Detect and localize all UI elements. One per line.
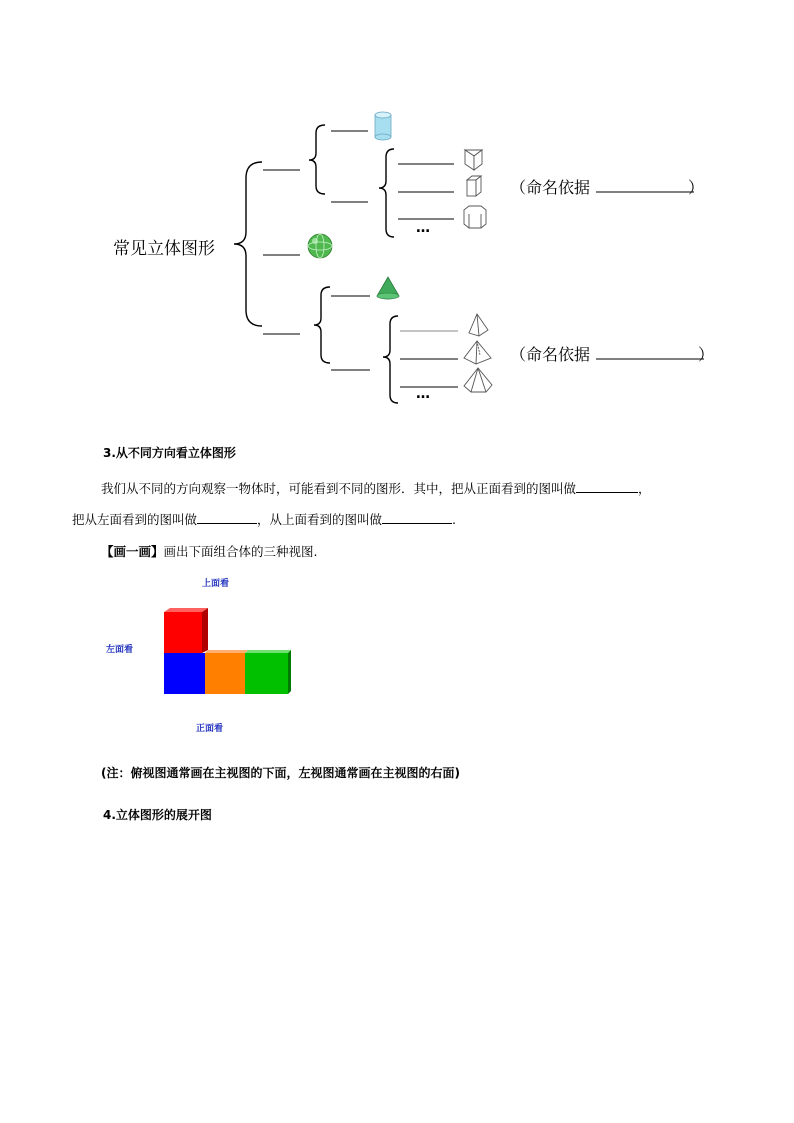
- diagram-root-label: 常见立体图形: [113, 239, 215, 259]
- answer-blank-front[interactable]: [576, 480, 638, 493]
- naming-basis-label: （命名依据: [510, 178, 591, 197]
- naming-basis-prism: [510, 175, 704, 198]
- hexagonal-prism-icon: [464, 206, 486, 228]
- square-pyramid-icon: [464, 341, 491, 364]
- cylinder-icon: [375, 112, 391, 140]
- cube-green: [245, 650, 291, 694]
- naming-basis-pyramid: [510, 342, 714, 365]
- cube-red: [164, 608, 208, 653]
- triangular-pyramid-icon: [469, 314, 488, 336]
- view-label-front: 正面看: [196, 724, 224, 734]
- lower-brace: [314, 287, 330, 363]
- pentagonal-pyramid-icon: [464, 368, 492, 392]
- section4-heading: 4.立体图形的展开图: [103, 808, 212, 822]
- cube-orange: [205, 653, 245, 694]
- view-label-left: 左面看: [106, 645, 134, 655]
- section3-heading: 3.从不同方向看立体图形: [103, 446, 236, 460]
- activity-line: [101, 542, 318, 560]
- prism-brace: [379, 149, 394, 237]
- cone-icon: [377, 277, 399, 299]
- view-label-top: 上面看: [202, 579, 230, 589]
- answer-blank-top[interactable]: [382, 511, 452, 524]
- main-brace: [234, 162, 262, 326]
- upper-brace: [309, 125, 325, 194]
- section3-paragraph-line1: 我们从不同的方向观察一物体时，可能看到不同的图形．其中，把从正面看到的图叫做 ，: [101, 481, 651, 496]
- sphere-icon: [308, 234, 332, 258]
- naming-basis-close: ）: [698, 345, 715, 364]
- naming-basis-close: ）: [688, 178, 705, 197]
- pyramid-ellipsis: …: [416, 386, 430, 402]
- answer-blank-left[interactable]: [197, 511, 257, 524]
- cube-blue: [164, 653, 205, 694]
- composite-solid-figure: [160, 604, 300, 698]
- activity-bracket: 【画一画】: [101, 544, 164, 559]
- view-placement-note: (注：俯视图通常画在主视图的下面，左视图通常画在主视图的右面): [101, 766, 460, 780]
- activity-text: 画出下面组合体的三种视图.: [163, 544, 318, 559]
- naming-basis-label: （命名依据: [510, 345, 591, 364]
- pyramid-brace: [383, 316, 398, 403]
- prism-ellipsis: …: [416, 220, 430, 236]
- triangular-prism-icon: [465, 150, 482, 170]
- rectangular-prism-icon: [467, 176, 481, 196]
- section3-paragraph-line2: 把从左面看到的图叫做 ，从上面看到的图叫做 .: [72, 512, 457, 527]
